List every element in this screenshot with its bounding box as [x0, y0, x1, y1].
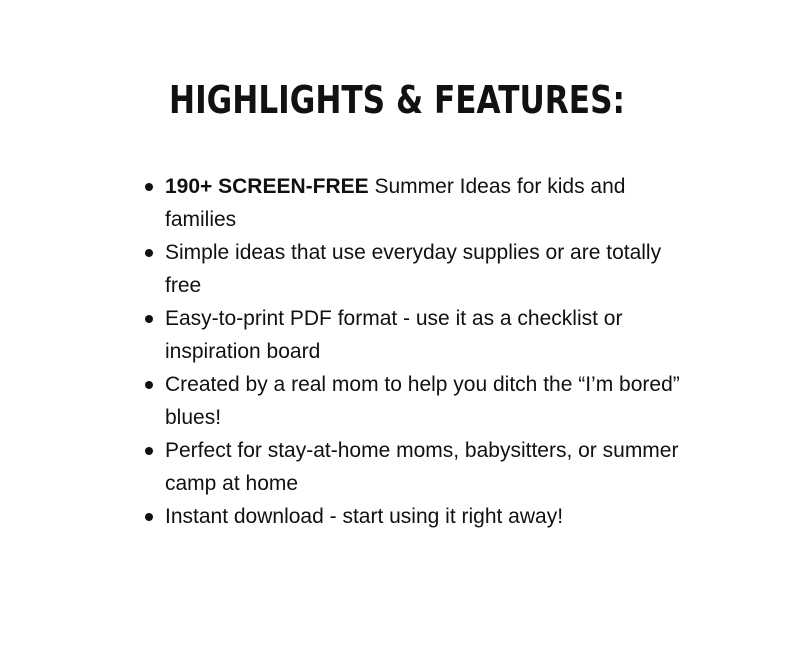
feature-item — [142, 500, 702, 533]
feature-text: Easy-to-print PDF format - use it as a checklist or inspiration board — [165, 307, 623, 363]
feature-item — [142, 368, 702, 434]
bullet-icon — [145, 381, 153, 389]
feature-text: Perfect for stay-at-home moms, babysitters, or summer camp at home — [165, 439, 679, 495]
bullet-icon — [145, 183, 153, 191]
feature-text: Instant download - start using it right away! — [165, 505, 564, 528]
feature-text: Summer Ideas for kids and families — [165, 175, 626, 231]
bullet-icon — [145, 447, 153, 455]
feature-text: Simple ideas that use everyday supplies or are totally free — [165, 241, 662, 297]
bullet-icon — [145, 513, 153, 521]
feature-highlight: 190+ SCREEN-FREE — [165, 175, 369, 198]
feature-item — [142, 236, 702, 302]
page-title: HIGHLIGHTS & FEATURES: — [168, 78, 625, 122]
feature-list — [142, 170, 702, 533]
feature-text: Created by a real mom to help you ditch the “I’m bored” blues! — [165, 373, 680, 429]
feature-item — [142, 302, 702, 368]
bullet-icon — [145, 249, 153, 257]
bullet-icon — [145, 315, 153, 323]
feature-item — [142, 170, 702, 236]
feature-item — [142, 434, 702, 500]
